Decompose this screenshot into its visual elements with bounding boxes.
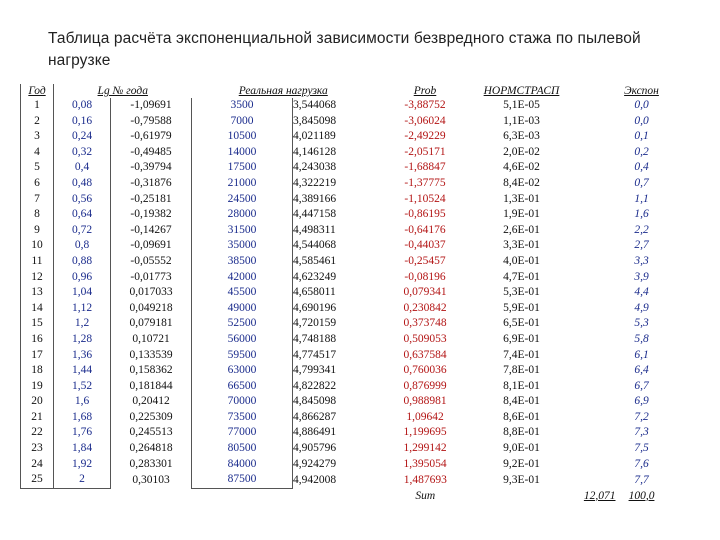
cell-lg-value: 0,245513 [129, 426, 173, 439]
cell-blank [568, 270, 616, 286]
cell-real-load: 21000 [192, 176, 293, 192]
header-prob: Prob [413, 85, 437, 97]
cell-lg-value: -0,79588 [130, 114, 172, 127]
cell-real-load: 7000 [192, 114, 293, 130]
table-row [21, 425, 668, 441]
cell-prob: 0,760036 [403, 364, 447, 377]
cell-prob: -0,44037 [404, 239, 446, 252]
cell-log-load: 4,886491 [293, 426, 337, 439]
exp-total: 100,0 [628, 489, 655, 502]
table-row [21, 254, 668, 270]
results-table [20, 84, 668, 504]
cell-normsdist: 7,8E-01 [503, 364, 540, 377]
cell-prob: 0,637584 [403, 348, 447, 361]
cell-lg: 1,6 [54, 394, 111, 410]
cell-log-load: 3,845098 [293, 114, 337, 127]
cell-log-load: 4,658011 [293, 286, 336, 299]
table-row [21, 441, 668, 457]
cell-normsdist: 1,3E-01 [503, 192, 540, 205]
cell-blank [568, 114, 616, 130]
cell-real-load: 35000 [192, 238, 293, 254]
table-row [21, 363, 668, 379]
cell-year: 8 [21, 207, 54, 223]
cell-real-load: 14000 [192, 145, 293, 161]
cell-year: 23 [21, 441, 54, 457]
cell-prob: 0,373748 [403, 317, 447, 330]
table-row [21, 332, 668, 348]
cell-normsdist: 3,3E-01 [503, 239, 540, 252]
table-row [21, 207, 668, 223]
cell-prob: -3,06024 [404, 114, 446, 127]
cell-normsdist: 9,0E-01 [503, 442, 540, 455]
cell-exp: 6,9 [634, 395, 649, 408]
cell-log-load: 4,774517 [293, 348, 337, 361]
cell-blank [568, 254, 616, 270]
cell-normsdist: 4,6E-02 [503, 161, 540, 174]
cell-year: 1 [21, 98, 54, 114]
cell-blank [568, 394, 616, 410]
cell-lg-value: 0,225309 [129, 410, 173, 423]
cell-prob: 1,487693 [403, 473, 447, 486]
cell-year: 10 [21, 238, 54, 254]
cell-exp: 6,1 [634, 348, 649, 361]
cell-lg: 1,04 [54, 285, 111, 301]
table-body [21, 98, 668, 488]
cell-year: 2 [21, 114, 54, 130]
table-row [21, 238, 668, 254]
cell-prob: -2,49229 [404, 130, 446, 143]
cell-normsdist: 7,4E-01 [503, 348, 540, 361]
cell-lg-value: 0,133539 [129, 348, 173, 361]
cell-real-load: 63000 [192, 363, 293, 379]
cell-lg: 1,92 [54, 457, 111, 473]
cell-lg: 0,56 [54, 192, 111, 208]
cell-lg: 1,28 [54, 332, 111, 348]
sum-label: Sum [415, 489, 436, 502]
cell-lg-value: -0,49485 [130, 145, 172, 158]
cell-year: 22 [21, 425, 54, 441]
cell-real-load: 17500 [192, 160, 293, 176]
table-row [21, 394, 668, 410]
cell-normsdist: 2,0E-02 [503, 145, 540, 158]
cell-exp: 5,8 [634, 332, 649, 345]
cell-real-load: 38500 [192, 254, 293, 270]
table-row [21, 223, 668, 239]
cell-real-load: 87500 [192, 472, 293, 488]
table-row [21, 379, 668, 395]
cell-log-load: 4,623249 [293, 270, 337, 283]
header-blank [568, 84, 616, 98]
cell-blank [568, 285, 616, 301]
cell-normsdist: 5,1E-05 [503, 99, 540, 111]
cell-normsdist: 6,3E-03 [503, 130, 540, 143]
cell-log-load: 4,146128 [293, 145, 337, 158]
cell-blank [568, 145, 616, 161]
cell-real-load: 10500 [192, 129, 293, 145]
cell-year: 19 [21, 379, 54, 395]
cell-normsdist: 9,3E-01 [503, 473, 540, 486]
table-row [21, 285, 668, 301]
cell-normsdist: 6,9E-01 [503, 332, 540, 345]
cell-prob: -0,08196 [404, 270, 446, 283]
cell-lg: 0,88 [54, 254, 111, 270]
cell-year: 20 [21, 394, 54, 410]
cell-normsdist: 4,7E-01 [503, 270, 540, 283]
cell-normsdist: 1,1E-03 [503, 114, 540, 127]
cell-normsdist: 8,1E-01 [503, 379, 540, 392]
cell-year: 25 [21, 472, 54, 488]
cell-year: 3 [21, 129, 54, 145]
cell-year: 11 [21, 254, 54, 270]
cell-lg: 1,52 [54, 379, 111, 395]
cell-normsdist: 1,9E-01 [503, 208, 540, 221]
cell-lg-value: -0,19382 [130, 208, 172, 221]
cell-normsdist: 9,2E-01 [503, 457, 540, 470]
cell-lg-value: 0,079181 [129, 317, 173, 330]
cell-prob: -1,10524 [404, 192, 446, 205]
cell-log-load: 4,720159 [293, 317, 337, 330]
cell-log-load: 4,498311 [293, 223, 336, 236]
cell-real-load: 56000 [192, 332, 293, 348]
cell-normsdist: 2,6E-01 [503, 223, 540, 236]
cell-blank [568, 425, 616, 441]
cell-exp: 4,4 [634, 286, 649, 299]
cell-year: 4 [21, 145, 54, 161]
cell-lg: 0,32 [54, 145, 111, 161]
table-header-row [21, 84, 668, 98]
header-real-load: Реальная нагрузка [238, 85, 328, 97]
cell-prob: 0,876999 [403, 379, 447, 392]
cell-prob: -1,37775 [404, 176, 446, 189]
cell-log-load: 4,942008 [293, 473, 337, 486]
cell-lg: 0,48 [54, 176, 111, 192]
cell-exp: 7,2 [634, 410, 649, 423]
cell-lg-value: -0,39794 [130, 161, 172, 174]
cell-log-load: 4,799341 [293, 364, 337, 377]
total-value: 12,071 [583, 489, 616, 502]
table-title: Таблица расчёта экспоненциальной зависимости безвредного стажа по пылевой нагрузке [48, 30, 641, 69]
cell-real-load: 77000 [192, 425, 293, 441]
table-row [21, 129, 668, 145]
table-row [21, 160, 668, 176]
cell-year: 15 [21, 316, 54, 332]
cell-blank [568, 472, 616, 488]
cell-log-load: 4,322219 [293, 176, 337, 189]
cell-lg: 0,24 [54, 129, 111, 145]
cell-year: 7 [21, 192, 54, 208]
cell-year: 14 [21, 301, 54, 317]
cell-lg-value: 0,20412 [132, 395, 170, 408]
cell-blank [568, 379, 616, 395]
cell-lg-value: 0,017033 [129, 286, 173, 299]
cell-lg-value: 0,264818 [129, 442, 173, 455]
cell-normsdist: 8,4E-01 [503, 395, 540, 408]
table-row [21, 192, 668, 208]
cell-blank [568, 457, 616, 473]
cell-lg: 0,08 [54, 98, 111, 114]
table-row [21, 145, 668, 161]
cell-real-load: 70000 [192, 394, 293, 410]
header-year: Год [21, 84, 54, 98]
cell-prob: 0,230842 [403, 301, 447, 314]
cell-exp: 7,7 [634, 473, 649, 486]
cell-exp: 7,6 [634, 457, 649, 470]
cell-exp: 2,2 [634, 223, 649, 236]
cell-lg: 0,96 [54, 270, 111, 286]
cell-normsdist: 4,0E-01 [503, 254, 540, 267]
cell-real-load: 80500 [192, 441, 293, 457]
cell-log-load: 4,845098 [293, 395, 337, 408]
cell-lg-value: 0,283301 [129, 457, 173, 470]
cell-exp: 6,4 [634, 364, 649, 377]
cell-real-load: 59500 [192, 348, 293, 364]
cell-log-load: 4,822822 [293, 379, 337, 392]
cell-lg: 1,68 [54, 410, 111, 426]
cell-exp: 7,3 [634, 426, 649, 439]
cell-log-load: 4,021189 [293, 130, 336, 143]
cell-normsdist: 6,5E-01 [503, 317, 540, 330]
cell-exp: 2,7 [634, 239, 649, 252]
cell-log-load: 4,243038 [293, 161, 337, 174]
table-row [21, 114, 668, 130]
cell-blank [568, 223, 616, 239]
table-row [21, 472, 668, 488]
cell-lg: 0,72 [54, 223, 111, 239]
cell-blank [568, 348, 616, 364]
cell-exp: 0,2 [634, 145, 649, 158]
cell-blank [568, 332, 616, 348]
cell-year: 16 [21, 332, 54, 348]
cell-exp: 0,0 [634, 114, 649, 127]
cell-prob: -1,68847 [404, 161, 446, 174]
cell-prob: -0,86195 [404, 208, 446, 221]
cell-log-load: 4,447158 [293, 208, 337, 221]
cell-blank [568, 410, 616, 426]
cell-blank [568, 301, 616, 317]
cell-exp: 0,7 [634, 176, 649, 189]
cell-prob: 1,299142 [403, 442, 447, 455]
cell-exp: 4,9 [634, 301, 649, 314]
cell-normsdist: 5,9E-01 [503, 301, 540, 314]
cell-prob: 0,079341 [403, 286, 447, 299]
cell-blank [568, 363, 616, 379]
cell-year: 12 [21, 270, 54, 286]
cell-lg: 2 [54, 472, 111, 488]
cell-prob: -3,88752 [404, 99, 446, 111]
table-row [21, 98, 668, 114]
cell-exp: 0,4 [634, 161, 649, 174]
cell-prob: -2,05171 [404, 145, 446, 158]
cell-year: 21 [21, 410, 54, 426]
cell-exp: 3,9 [634, 270, 649, 283]
cell-year: 13 [21, 285, 54, 301]
cell-blank [568, 129, 616, 145]
cell-lg-value: -0,05552 [130, 254, 172, 267]
cell-normsdist: 5,3E-01 [503, 286, 540, 299]
cell-log-load: 4,585461 [293, 254, 337, 267]
table-row [21, 457, 668, 473]
cell-normsdist: 8,6E-01 [503, 410, 540, 423]
cell-prob: 0,988981 [403, 395, 447, 408]
cell-lg-value: -0,09691 [130, 239, 172, 252]
cell-normsdist: 8,8E-01 [503, 426, 540, 439]
cell-blank [568, 98, 616, 114]
cell-lg: 1,76 [54, 425, 111, 441]
cell-real-load: 49000 [192, 301, 293, 317]
cell-blank [568, 207, 616, 223]
cell-exp: 0,1 [634, 130, 649, 143]
header-normsdist: НОРМСТРАСП [483, 85, 560, 97]
cell-lg: 0,16 [54, 114, 111, 130]
cell-prob: 0,509053 [403, 332, 447, 345]
cell-exp: 5,3 [634, 317, 649, 330]
cell-year: 17 [21, 348, 54, 364]
cell-real-load: 73500 [192, 410, 293, 426]
cell-normsdist: 8,4E-02 [503, 176, 540, 189]
cell-prob: -0,64176 [404, 223, 446, 236]
table-row [21, 316, 668, 332]
table-row [21, 410, 668, 426]
cell-lg-value: 0,10721 [132, 332, 170, 345]
table-row [21, 176, 668, 192]
cell-lg-value: -0,25181 [130, 192, 172, 205]
cell-real-load: 52500 [192, 316, 293, 332]
cell-blank [568, 176, 616, 192]
cell-blank [568, 238, 616, 254]
header-exp: Экспон [624, 85, 659, 97]
cell-log-load: 4,924279 [293, 457, 337, 470]
cell-exp: 3,3 [634, 254, 649, 267]
cell-lg-value: -0,01773 [130, 270, 172, 283]
cell-exp: 1,6 [634, 208, 649, 221]
cell-year: 24 [21, 457, 54, 473]
cell-prob: 1,199695 [403, 426, 447, 439]
cell-log-load: 3,544068 [293, 99, 337, 111]
cell-log-load: 4,690196 [293, 301, 337, 314]
cell-lg: 0,4 [54, 160, 111, 176]
cell-log-load: 4,544068 [293, 239, 337, 252]
cell-lg-value: 0,049218 [129, 301, 173, 314]
cell-year: 6 [21, 176, 54, 192]
cell-year: 18 [21, 363, 54, 379]
cell-log-load: 4,748188 [293, 332, 337, 345]
cell-prob: -0,25457 [404, 254, 446, 267]
cell-lg: 1,2 [54, 316, 111, 332]
cell-year: 9 [21, 223, 54, 239]
cell-year: 5 [21, 160, 54, 176]
cell-blank [568, 192, 616, 208]
cell-lg: 1,12 [54, 301, 111, 317]
cell-lg: 1,44 [54, 363, 111, 379]
cell-lg-value: -0,14267 [130, 223, 172, 236]
table-row [21, 270, 668, 286]
cell-exp: 6,7 [634, 379, 649, 392]
cell-real-load: 24500 [192, 192, 293, 208]
cell-lg: 0,64 [54, 207, 111, 223]
cell-lg: 0,8 [54, 238, 111, 254]
cell-real-load: 31500 [192, 223, 293, 239]
cell-real-load: 42000 [192, 270, 293, 286]
cell-lg-value: -1,09691 [130, 99, 172, 111]
cell-blank [568, 316, 616, 332]
cell-real-load: 45500 [192, 285, 293, 301]
cell-lg-value: -0,61979 [130, 130, 172, 143]
cell-prob: 1,09642 [406, 410, 444, 423]
cell-exp: 0,0 [634, 99, 649, 111]
cell-prob: 1,395054 [403, 457, 447, 470]
cell-real-load: 66500 [192, 379, 293, 395]
cell-log-load: 4,866287 [293, 410, 337, 423]
cell-lg-value: 0,30103 [132, 473, 170, 486]
cell-lg-value: 0,158362 [129, 364, 173, 377]
cell-lg: 1,36 [54, 348, 111, 364]
cell-lg: 1,84 [54, 441, 111, 457]
table-row [21, 348, 668, 364]
table-footer-row [21, 488, 668, 504]
cell-log-load: 4,389166 [293, 192, 337, 205]
table-row [21, 301, 668, 317]
cell-exp: 1,1 [634, 192, 649, 205]
cell-lg-value: -0,31876 [130, 176, 172, 189]
cell-real-load: 28000 [192, 207, 293, 223]
cell-blank [568, 441, 616, 457]
cell-exp: 7,5 [634, 442, 649, 455]
cell-real-load: 84000 [192, 457, 293, 473]
cell-lg-value: 0,181844 [129, 379, 173, 392]
header-lg-year: Lg № года [97, 85, 148, 97]
cell-log-load: 4,905796 [293, 442, 337, 455]
cell-blank [568, 160, 616, 176]
cell-real-load: 3500 [192, 98, 293, 114]
